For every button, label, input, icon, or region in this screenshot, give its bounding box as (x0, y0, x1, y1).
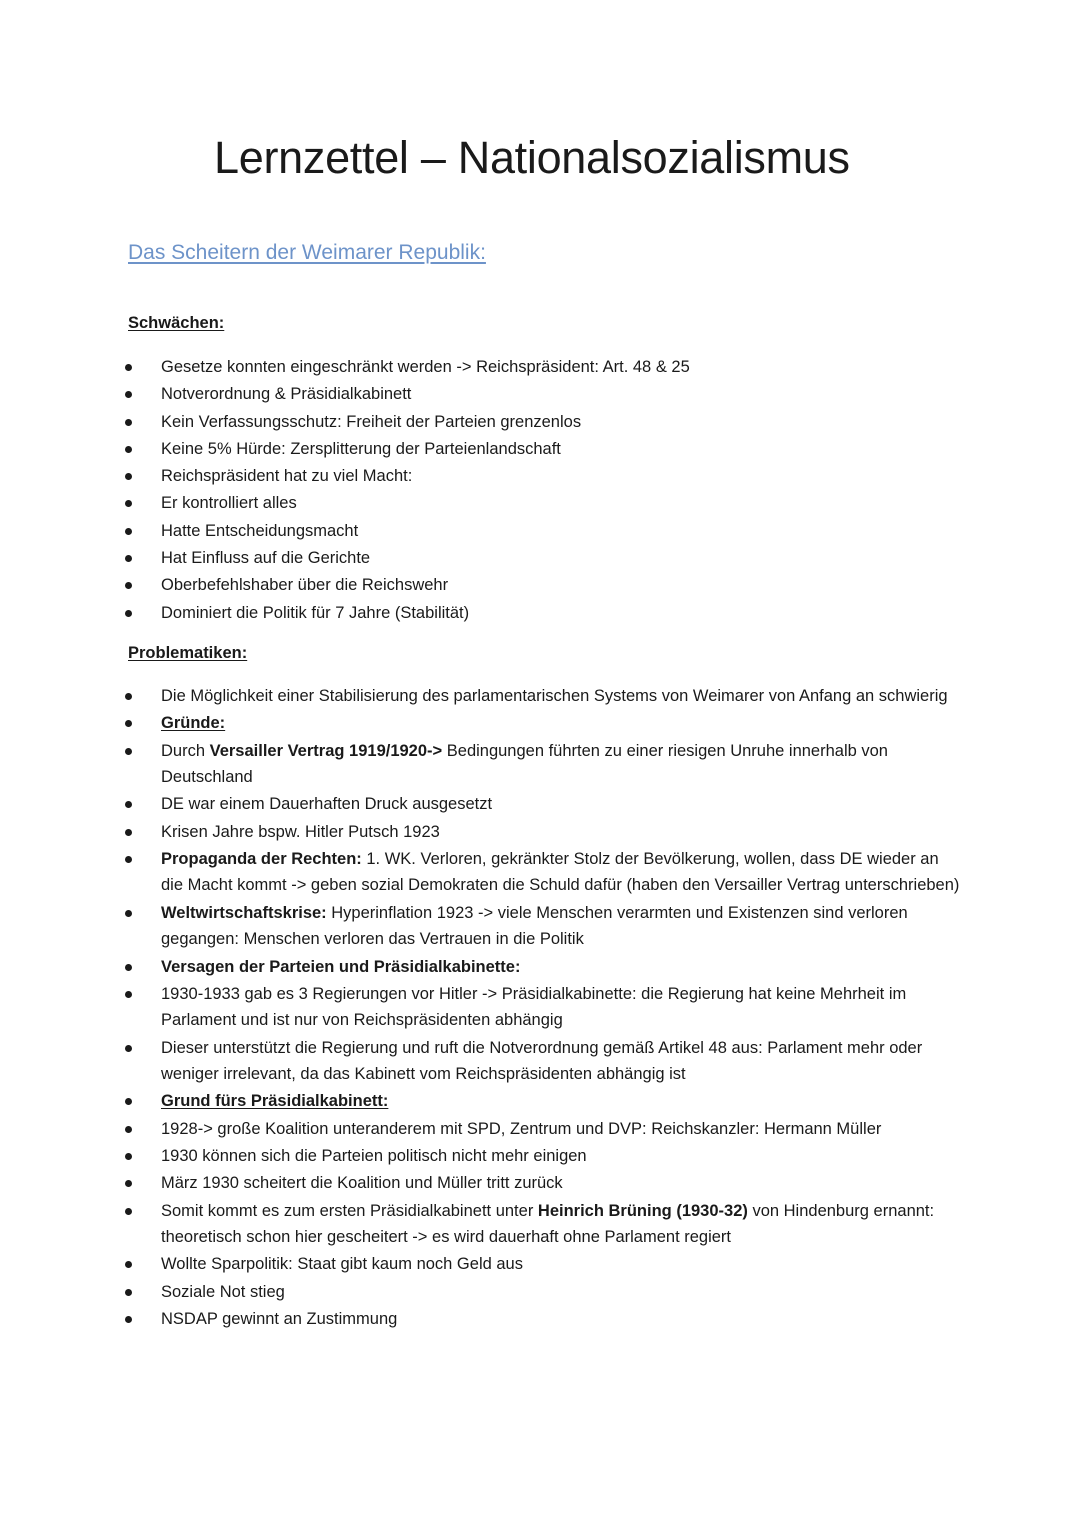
list-item: Keine 5% Hürde: Zersplitterung der Parteienlandschaft (0, 436, 961, 463)
bullet-icon (125, 473, 132, 480)
list-item: DE war einem Dauerhaften Druck ausgesetzt (0, 791, 961, 818)
list-item: Krisen Jahre bspw. Hitler Putsch 1923 (0, 819, 961, 846)
bullet-icon (125, 419, 132, 426)
bullet-icon (125, 801, 132, 808)
bullet-icon (125, 555, 132, 562)
list-item: Grund fürs Präsidialkabinett: (0, 1088, 961, 1115)
bullet-icon (125, 500, 132, 507)
bullet-icon (125, 720, 132, 727)
list-item: Wollte Sparpolitik: Staat gibt kaum noch Geld aus (0, 1251, 961, 1278)
bullet-icon (125, 1126, 132, 1133)
bullet-icon (125, 1045, 132, 1052)
bullet-icon (125, 446, 132, 453)
bullet-icon (125, 1316, 132, 1323)
list-item: Weltwirtschaftskrise: Hyperinflation 1923 -> viele Menschen verarmten und Existenzen sind verloren gegangen: Menschen verloren das Vertrauen in die Politik (0, 900, 961, 953)
list-item: Oberbefehlshaber über die Reichswehr (0, 572, 961, 599)
bullet-icon (125, 1261, 132, 1268)
bullet-icon (125, 391, 132, 398)
bullet-icon (125, 856, 132, 863)
bullet-icon (125, 1208, 132, 1215)
bullet-icon (125, 582, 132, 589)
list-item: Die Möglichkeit einer Stabilisierung des parlamentarischen Systems von Weimarer von Anfang an schwierig (0, 683, 961, 710)
section-heading: Das Scheitern der Weimarer Republik: (128, 241, 486, 264)
list-item: Gesetze konnten eingeschränkt werden -> Reichspräsident: Art. 48 & 25 (0, 354, 961, 381)
bullet-icon (125, 964, 132, 971)
list-problematiken (0, 683, 1000, 1333)
list-item: 1930-1933 gab es 3 Regierungen vor Hitler -> Präsidialkabinette: die Regierung hat keine Mehrheit im Parlament und ist nur von Reichspräsidenten abhängig (0, 981, 961, 1034)
list-item: 1930 können sich die Parteien politisch nicht mehr einigen (0, 1143, 961, 1170)
list-item: Hat Einfluss auf die Gerichte (0, 545, 961, 572)
list-item: Er kontrolliert alles (0, 490, 961, 517)
bullet-icon (125, 528, 132, 535)
list-item: Dieser unterstützt die Regierung und ruft die Notverordnung gemäß Artikel 48 aus: Parlament mehr oder weniger irrelevant, da das Kabinett vom Reichspräsidenten abhängig ist (0, 1035, 961, 1088)
list-item: Notverordnung & Präsidialkabinett (0, 381, 961, 408)
subheading-schwaechen: Schwächen: (128, 314, 225, 332)
subheading-problematiken: Problematiken: (128, 644, 248, 662)
list-item: Dominiert die Politik für 7 Jahre (Stabilität) (0, 600, 961, 627)
list-item: Propaganda der Rechten: 1. WK. Verloren, gekränkter Stolz der Bevölkerung, wollen, dass DE wieder an die Macht kommt -> geben sozial Demokraten die Schuld dafür (haben den Versailler Vertrag unterschrieben) (0, 846, 961, 899)
bullet-icon (125, 693, 132, 700)
list-schwaechen (0, 354, 1000, 627)
bullet-icon (125, 1180, 132, 1187)
list-item: Hatte Entscheidungsmacht (0, 518, 961, 545)
bullet-icon (125, 991, 132, 998)
bullet-icon (125, 1289, 132, 1296)
page-title: Lernzettel – Nationalsozialismus (214, 132, 850, 183)
bullet-icon (125, 610, 132, 617)
list-item: NSDAP gewinnt an Zustimmung (0, 1306, 961, 1333)
list-item: Gründe: (0, 710, 961, 737)
list-item: Durch Versailler Vertrag 1919/1920-> Bedingungen führten zu einer riesigen Unruhe innerhalb von Deutschland (0, 738, 961, 791)
bullet-icon (125, 1153, 132, 1160)
list-item: Reichspräsident hat zu viel Macht: (0, 463, 961, 490)
bullet-icon (125, 829, 132, 836)
list-item: Soziale Not stieg (0, 1279, 961, 1306)
list-item: März 1930 scheitert die Koalition und Müller tritt zurück (0, 1170, 961, 1197)
list-item: Kein Verfassungsschutz: Freiheit der Parteien grenzenlos (0, 409, 961, 436)
bullet-icon (125, 364, 132, 371)
list-item: Somit kommt es zum ersten Präsidialkabinett unter Heinrich Brüning (1930-32) von Hindenburg ernannt: theoretisch schon hier gescheitert -> es wird dauerhaft ohne Parlament regiert (0, 1198, 961, 1251)
bullet-icon (125, 910, 132, 917)
bullet-icon (125, 748, 132, 755)
list-item: Versagen der Parteien und Präsidialkabinette: (0, 954, 961, 981)
bullet-icon (125, 1098, 132, 1105)
list-item: 1928-> große Koalition unteranderem mit SPD, Zentrum und DVP: Reichskanzler: Hermann Müller (0, 1116, 961, 1143)
